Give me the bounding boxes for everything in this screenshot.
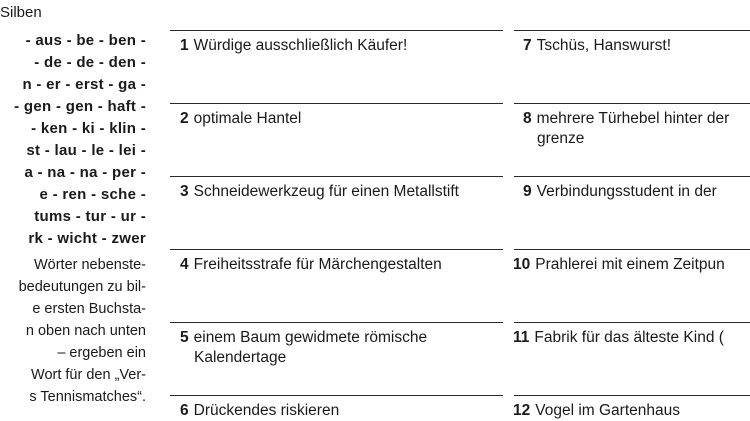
clue-text-continuation: Kalendertage [194, 349, 287, 366]
syllable-line: n - er - erst - ga - [22, 76, 146, 93]
clue-number: 6 [180, 402, 189, 419]
clue-item [523, 36, 671, 55]
answer-rule [514, 30, 750, 31]
instruction-line: – ergeben ein [57, 345, 146, 361]
clue-number: 7 [523, 37, 532, 54]
clue-number: 12 [513, 402, 531, 419]
clue-number: 8 [523, 110, 532, 127]
clue-text: einem Baum gewidmete römische [193, 329, 428, 346]
clue-item [523, 182, 717, 201]
syllable-line: st - lau - le - lei - [26, 142, 146, 159]
clue-item [513, 401, 680, 420]
clue-number: 1 [180, 37, 189, 54]
answer-rule [514, 249, 750, 250]
clue-item [513, 255, 725, 274]
instruction-line: n oben nach unten [25, 323, 146, 339]
clue-item [523, 109, 729, 128]
clue-number: 3 [180, 183, 189, 200]
clue-text: Würdige ausschließlich Käufer! [193, 37, 408, 54]
clue-text-continuation: grenze [537, 130, 585, 147]
answer-rule [514, 395, 750, 396]
clue-text: Prahlerei mit einem Zeitpun [535, 256, 725, 273]
syllable-line: tums - tur - ur - [34, 208, 146, 225]
clue-text: mehrere Türhebel hinter der [536, 110, 730, 127]
clue-text: Freiheitsstrafe für Märchengestalten [193, 256, 442, 273]
syllable-line: e - ren - sche - [39, 186, 146, 203]
clue-number: 5 [180, 329, 189, 346]
clue-text: Schneidewerkzeug für einen Metallstift [193, 183, 459, 200]
instruction-line: Wort für den „Ver- [31, 367, 146, 383]
instruction-line: bedeutungen zu bil- [18, 279, 146, 295]
clue-number: 10 [513, 256, 531, 273]
clue-text: optimale Hantel [193, 110, 302, 127]
syllable-line: - aus - be - ben - [25, 32, 146, 49]
clue-item [513, 328, 724, 347]
syllable-line: rk - wicht - zwer [28, 230, 146, 247]
instruction-line: e ersten Buchsta- [32, 301, 146, 317]
clue-number: 2 [180, 110, 189, 127]
clue-text: Vogel im Gartenhaus [535, 402, 681, 419]
clue-text: Verbindungsstudent in der [536, 183, 717, 200]
syllable-line: - ken - ki - klin - [31, 120, 146, 137]
syllable-line: - gen - gen - haft - [14, 98, 146, 115]
clue-text: Tschüs, Hanswurst! [536, 37, 672, 54]
instruction-line: Wörter nebenste- [33, 257, 146, 273]
answer-rule [514, 176, 750, 177]
clue-number: 4 [180, 256, 189, 273]
syllable-title: Silben [0, 4, 42, 21]
clue-number: 11 [513, 329, 530, 346]
syllable-line: - de - de - den - [34, 54, 146, 71]
clue-text: Fabrik für das älteste Kind ( [534, 329, 724, 346]
instruction-line: s Tennismatches“. [29, 389, 146, 405]
clue-text: Drückendes riskieren [193, 402, 340, 419]
answer-rule [514, 322, 750, 323]
answer-rule [514, 103, 750, 104]
syllable-line: a - na - na - per - [24, 164, 146, 181]
clue-number: 9 [523, 183, 532, 200]
